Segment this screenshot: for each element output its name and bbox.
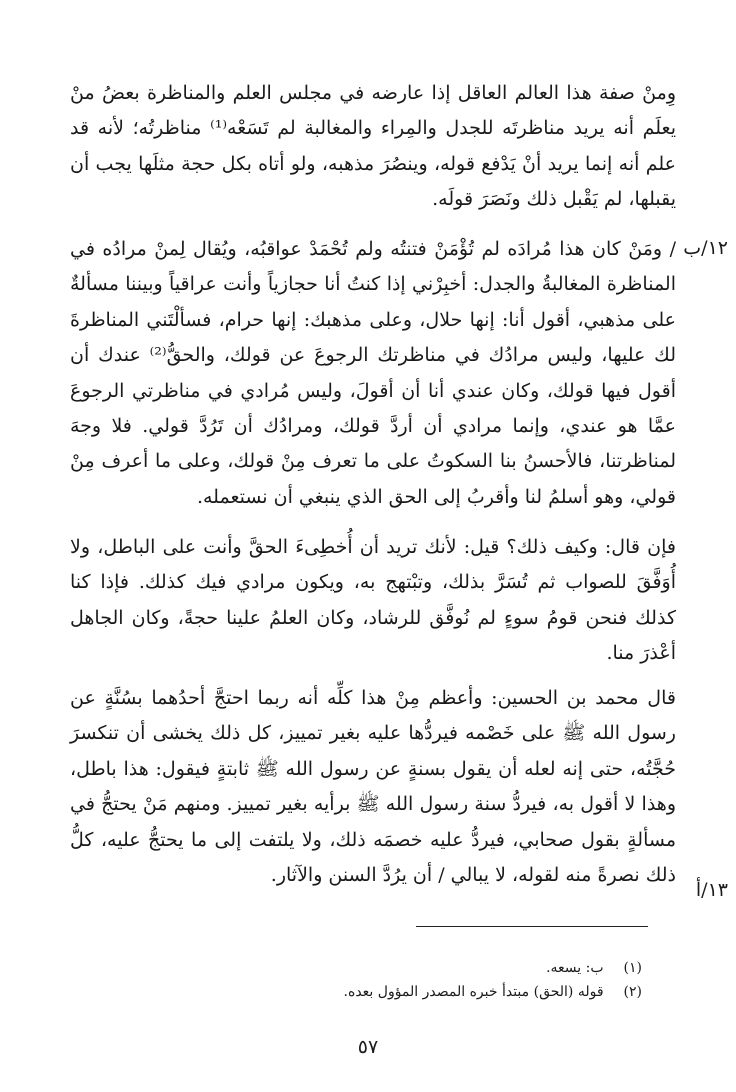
paragraph-4: قال محمد بن الحسين: وأعظم مِنْ هذا كلِّه أنه ربما احتجَّ أحدُهما بسُنَّةٍ عن رسول الله ﷺ على خَصْمه فيردُّها عليه بغير تمييز، كل ذلك يخشى أن تنكسرَ حُجَّتُه، حتى إنه لعله أن يقول بسنةٍ عن رسول الله ﷺ ثابتةٍ فيقول: هذا باطل، وهذا لا أقول به، فيردُّ سنة رسول الله ﷺ برأيه بغير تمييز. ومنهم مَنْ يحتجُّ في مسألةٍ بقول صحابي، فيردُّ عليه خصمَه ذلك، ولا يلتفت إلى ما يحتجُّ عليه، كلُّ ذلك نصرةً منه لقوله، لا يبالي / أن يرُدَّ السنن والآثار.: [70, 687, 676, 887]
main-text-2: [70, 232, 676, 515]
footnote-1: [82, 956, 642, 980]
margin-folio-12b: ١٢/ب: [683, 237, 728, 259]
footnote-divider: [416, 926, 648, 927]
margin-folio-13a: ١٣/أ: [695, 879, 728, 901]
footnote-number: (١): [623, 960, 642, 976]
footnotes: [82, 956, 642, 1004]
main-text-3: [70, 530, 676, 672]
page-number: ٥٧: [357, 1036, 379, 1058]
main-text-4: [70, 681, 676, 893]
main-text: [70, 76, 676, 218]
footnote-number: (٢): [623, 984, 642, 1000]
paragraph-2: / ومَنْ كان هذا مُرادَه لم تُؤْمَنْ فتنتُه ولم تُحْمَدْ عواقبُه، ويُقال لِمنْ مرادُه في المناظرة المغالبةُ والجدل: أخبِرْني إذا كنتُ أنا حجازياً وأنت عراقياً وبيننا مسألةٌ على مذهبي، أقول أنا: إنها حلال، وعلى مذهبك: إنها حرام، فسألْتَني المناظرةَ لك عليها، وليس مرادُك في مناظرتك الرجوعَ عن قولك، والحقُّ⁽²⁾ عندك أن أقول فيها قولك، وكان عندي أنا أن أقولَ، وليس مُرادي في مناظرتي الرجوعَ عمَّا هو عندي، وإنما مرادي أن أردَّ قولك، ومرادُك أن تَرُدَّ قولي. فلا وجهَ لمناظرتنا، فالأحسنُ بنا السكوتُ على ما تعرف مِنْ قولك، وعلى ما أعرف مِنْ قولي، وهو أسلمُ لنا وأقربُ إلى الحق الذي ينبغي أن نستعمله.: [70, 238, 676, 508]
footnote-2: [82, 980, 642, 1004]
footnote-text: ب: يسعه.: [546, 960, 604, 976]
footnote-text: قوله (الحق) مبتدأ خبره المصدر المؤول بعده.: [343, 984, 604, 1000]
paragraph-3: فإن قال: وكيف ذلك؟ قيل: لأنك تريد أن أُخطِىءَ الحقَّ وأنت على الباطل، ولا أُوَفَّقَ للصواب ثم تُسَرَّ بذلك، وتبْتهج به، ويكون مرادي فيك كذلك. فإذا كنا كذلك فنحن قومُ سوءٍ لم نُوفَّق للرشاد، وكان العلمُ علينا حجةً، وكان الجاهل أعْذرَ منا.: [70, 536, 676, 665]
paragraph-1: وِمنْ صفة هذا العالم العاقل إذا عارضه في مجلس العلم والمناظرة بعضُ منْ يعلَم أنه يريد مناظرتَه للجدل والمِراء والمغالبة لم تَسَعْه⁽¹⁾ مناظرتُه؛ لأنه قد علم أنه إنما يريد أنْ يَدْفع قوله، وينصُرَ مذهبه، ولو أتاه بكل حجة مثلَها يجب أن يقبلها، لم يَقْبل ذلك ونَصَرَ قولَه.: [70, 82, 676, 211]
